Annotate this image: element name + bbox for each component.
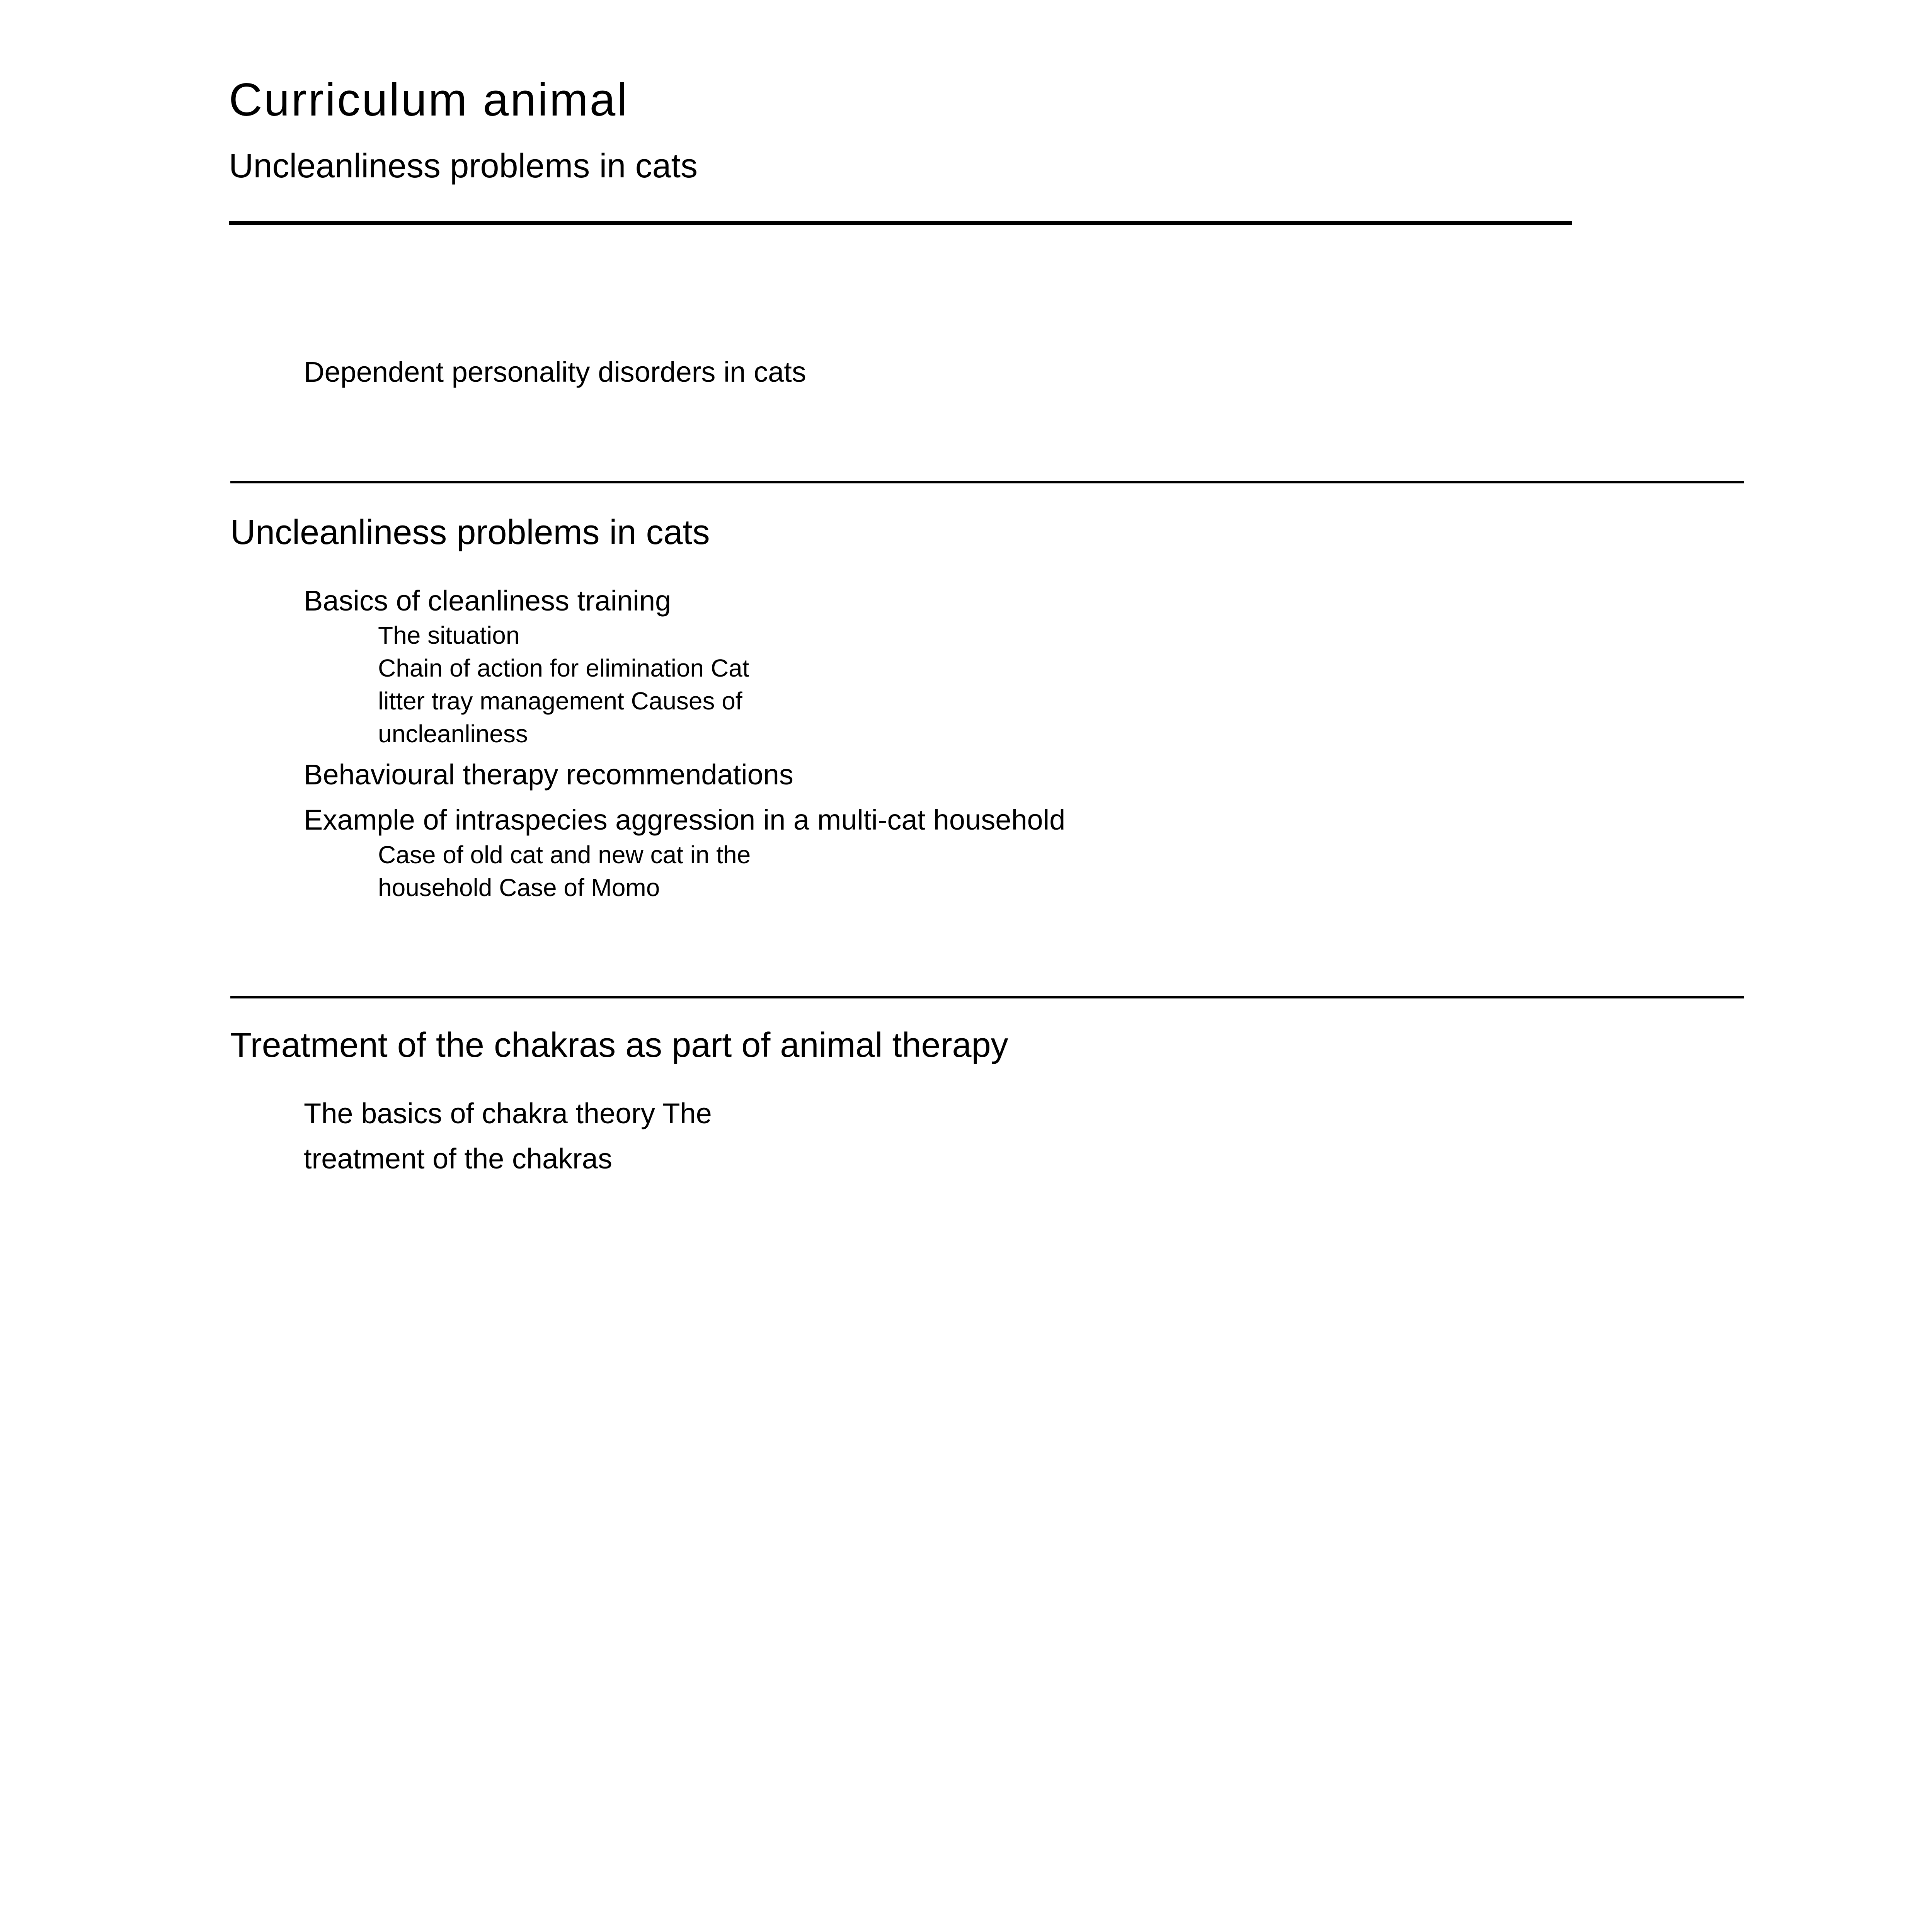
header-divider: [229, 221, 1572, 225]
topic-item: Example of intraspecies aggression in a multi-cat household: [304, 804, 1066, 836]
topic-item: Basics of cleanliness training: [304, 585, 671, 617]
topic-item: treatment of the chakras: [304, 1143, 612, 1175]
subtopic-item: litter tray management Causes of: [378, 687, 742, 715]
document-title: Curriculum animal: [229, 74, 629, 126]
document-subtitle: Uncleanliness problems in cats: [229, 146, 698, 185]
section-divider: [230, 996, 1744, 998]
topic-item: The basics of chakra theory The: [304, 1097, 712, 1129]
subtopic-item: Chain of action for elimination Cat: [378, 654, 749, 682]
subtopic-item: uncleanliness: [378, 720, 528, 748]
subtopic-item: Case of old cat and new cat in the: [378, 841, 751, 869]
topic-item: Behavioural therapy recommendations: [304, 759, 793, 791]
intro-topic: Dependent personality disorders in cats: [304, 356, 806, 388]
subtopic-item: household Case of Momo: [378, 874, 660, 901]
section-heading: Uncleanliness problems in cats: [230, 513, 710, 552]
section-divider: [230, 481, 1744, 483]
section-heading: Treatment of the chakras as part of animal therapy: [230, 1026, 1008, 1065]
subtopic-item: The situation: [378, 621, 520, 649]
